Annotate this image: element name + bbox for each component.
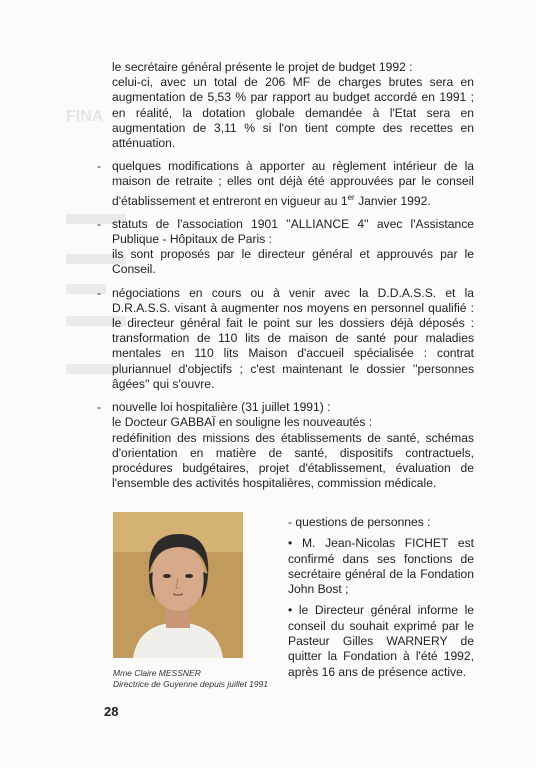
paragraph-reglement (97, 159, 474, 209)
paragraph-line: le secrétaire général présente le projet de budget 1992 : (112, 60, 413, 74)
paragraph-line: nouvelle loi hospitalière (31 juillet 1991) : (112, 400, 331, 415)
paragraph-line: redéfinition des missions des établissements de santé, schémas d'orientation en matière de santé, dispositifs contractuels, procédures budgétaires, projet d'établissement, évaluation de l'ensemble des activités hospitalières, commission médicale. (112, 430, 474, 491)
portrait-illustration (113, 512, 243, 658)
paragraph-statuts (97, 216, 474, 278)
photo-caption (113, 668, 313, 690)
paragraph-budget (104, 60, 474, 151)
paragraph-negociations (97, 285, 474, 392)
paragraph-loi-hospitaliere (97, 400, 474, 491)
list-dash: - (97, 159, 102, 174)
right-text-column (288, 515, 474, 680)
paragraph-text: quelques modifications à apporter au règlement intérieur de la maison de retraite ; elles ont déjà été approuvées par le conseil d'établissement et entreront en vigueur au 1er Janvier 1992. (112, 159, 474, 208)
paragraph-line: le Docteur GABBAÏ en souligne les nouveautés : (112, 415, 373, 430)
page-number: 28 (104, 704, 119, 719)
paragraph-text: négociations en cours ou à venir avec la D.D.A.S.S. et la D.R.A.S.S. visant à augmenter nos moyens en personnel qualifié : le directeur général fait le point sur les dossiers déjà déposés : transformation de 110 lits de maison de santé pour maladies mentales en 110 lits Maison d'accueil spécialisée : contrat pluriannuel d'objectifs ; c'est maintenant le dossier ''personnes âgées'' qui s'ouvre. (112, 285, 474, 391)
list-dash: - (97, 285, 102, 300)
paragraph-line: ils sont proposés par le directeur général et approuvés par le Conseil. (112, 247, 474, 277)
ghost-heading: FINA (66, 108, 104, 125)
caption-role: Directrice de Guyenne depuis juillet 1991 (113, 679, 268, 689)
paragraph-line: celui-ci, avec un total de 206 MF de charges brutes sera en augmentation de 5,53 % par rapport au budget accordé en 1991 ; en réalité, la dotation globale demandée à l'Etat sera en augmentation de 3,11 % si l'on tient compte des recettes en atténuation. (112, 75, 474, 151)
caption-name: Mme Claire MESSNER (113, 668, 201, 678)
questions-intro: - questions de personnes : (288, 515, 431, 529)
portrait-photo (113, 512, 243, 658)
list-dash: - (97, 400, 102, 415)
paragraph-line: statuts de l'association 1901 ''ALLIANCE 4'' avec l'Assistance Publique - Hôpitaux de Paris : (112, 216, 474, 247)
list-item-fichet: • M. Jean-Nicolas FICHET est confirmé dans ses fonctions de secrétaire général de la Fondation John Bost ; (288, 536, 474, 597)
main-text-column (97, 60, 474, 491)
list-dash: - (97, 216, 102, 231)
list-item-warnery: • le Directeur général informe le conseil du souhait exprimé par le Pasteur Gilles WARNERY de quitter la Fondation à l'été 1992, après 16 ans de présence active. (288, 603, 474, 679)
